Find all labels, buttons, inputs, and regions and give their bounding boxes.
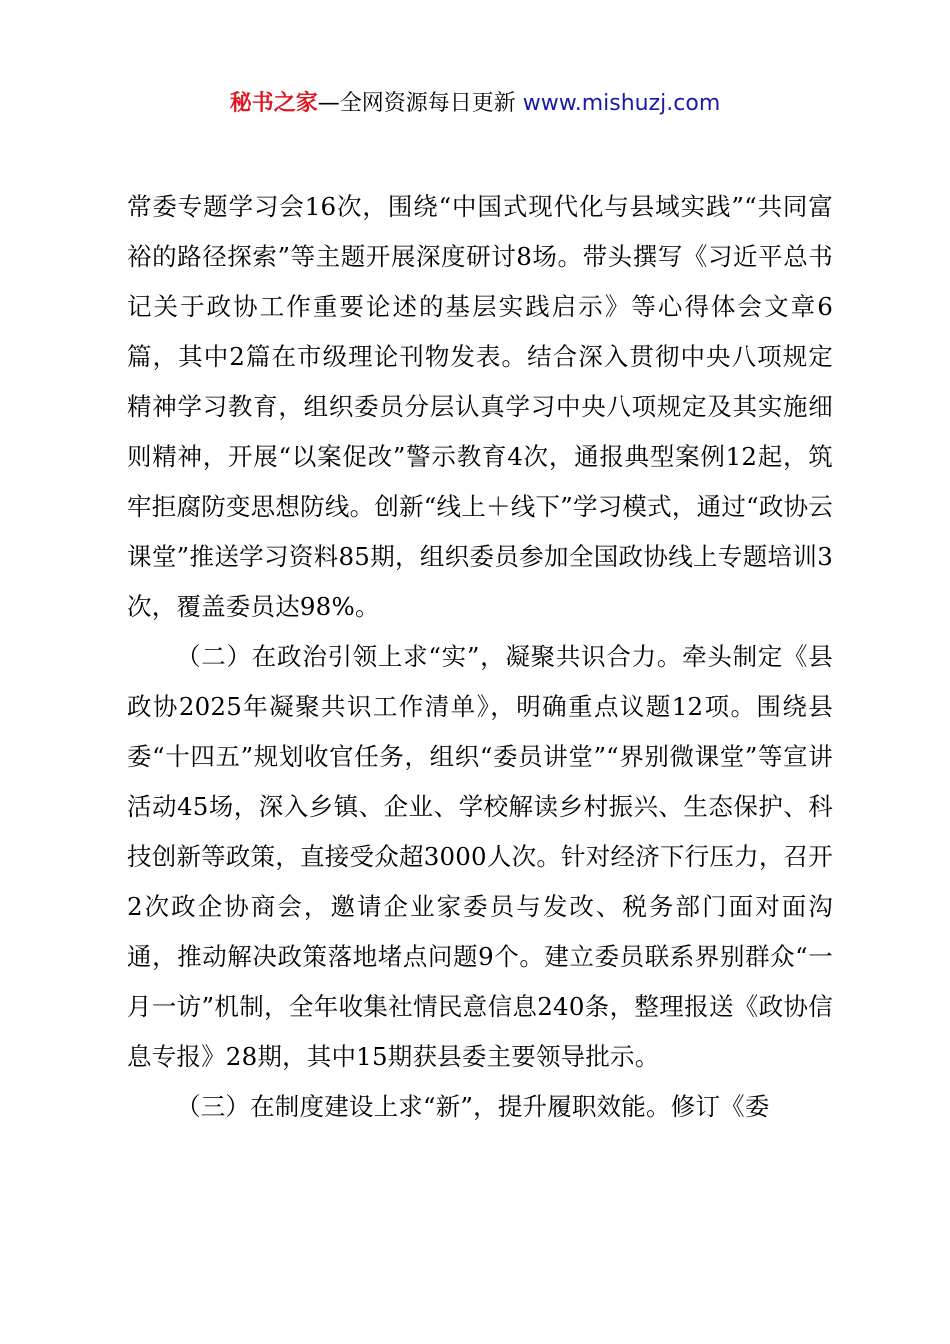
header-tagline: —全网资源每日更新 (317, 91, 523, 116)
paragraph-continued: 常委专题学习会16次，围绕“中国式现代化与县域实践”“共同富裕的路径探索”等主题开展深度研讨8场。带头撰写《习近平总书记关于政协工作重要论述的基层实践启示》等心得体会文章6篇，其中2篇在市级理论刊物发表。结合深入贯彻中央八项规定精神学习教育，组织委员分层认真学习中央八项规定及其实施细则精神，开展“以案促改”警示教育4次，通报典型案例12起，筑牢拒腐防变思想防线。创新“线上＋线下”学习模式，通过“政协云课堂”推送学习资料85期，组织委员参加全国政协线上专题培训3次，覆盖委员达98%。 (127, 192, 833, 621)
website-link[interactable]: www.mishuzj.com (522, 91, 721, 116)
document-body (127, 182, 833, 1132)
brand-name: 秘书之家 (229, 91, 318, 116)
paragraph-section-3: （三）在制度建设上求“新”，提升履职效能。修订《委 (176, 1092, 770, 1121)
site-header (0, 88, 950, 120)
paragraph-section-2: （二）在政治引领上求“实”，凝聚共识合力。牵头制定《县政协2025年凝聚共识工作清单》，明确重点议题12项。围绕县委“十四五”规划收官任务，组织“委员讲堂”“界别微课堂”等宣讲活动45场，深入乡镇、企业、学校解读乡村振兴、生态保护、科技创新等政策，直接受众超3000人次。针对经济下行压力，召开2次政企协商会，邀请企业家委员与发改、税务部门面对面沟通，推动解决政策落地堵点问题9个。建立委员联系界别群众“一月一访”机制，全年收集社情民意信息240条，整理报送《政协信息专报》28期，其中15期获县委主要领导批示。 (127, 642, 833, 1071)
